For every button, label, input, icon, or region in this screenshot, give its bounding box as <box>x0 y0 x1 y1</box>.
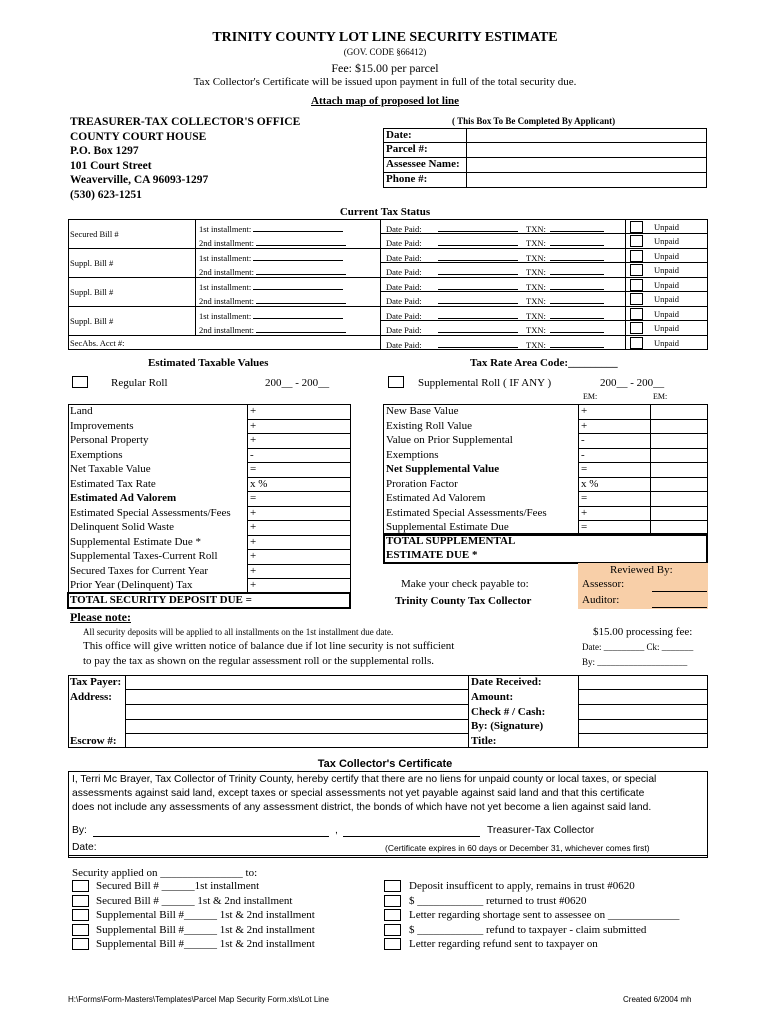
supplemental-row-label: Existing Roll Value <box>386 419 472 432</box>
security-applied-heading: Security applied on _______________ to: <box>72 867 258 879</box>
supplemental-row-field[interactable] <box>598 478 648 490</box>
secured-bill-label: Secured Bill # <box>70 229 119 239</box>
supplemental-row-field[interactable] <box>598 521 648 533</box>
unpaid-checkbox[interactable] <box>630 337 643 349</box>
processing-by[interactable]: By: ____________________ <box>582 657 688 667</box>
supplemental-row-label: Proration Factor <box>386 477 458 490</box>
estimate-row-label: Land <box>70 405 93 417</box>
unpaid-checkbox[interactable] <box>630 250 643 262</box>
supplemental-em-field[interactable] <box>652 463 706 475</box>
supplemental-row-field[interactable] <box>598 492 648 504</box>
signature-field[interactable] <box>580 720 706 733</box>
date-paid-field[interactable] <box>438 309 518 319</box>
estimate-row-label: Estimated Tax Rate <box>70 477 156 490</box>
date-paid-text: Date Paid: <box>386 325 422 335</box>
supplemental-row-label: Value on Prior Supplemental <box>386 434 513 446</box>
note-line-1: All security deposits will be applied to all installments on the 1st installment due date. <box>83 627 394 637</box>
supplemental-row-operator: - <box>581 434 585 446</box>
first-installment-label: 1st installment: <box>199 222 343 234</box>
regular-roll-label: Regular Roll <box>111 377 168 389</box>
applied-left-checkbox[interactable] <box>72 938 89 950</box>
supplemental-row-field[interactable] <box>598 405 648 417</box>
applied-right-item: $ ____________ returned to trust #0620 <box>409 894 587 907</box>
estimate-row-label: Estimated Ad Valorem <box>70 492 177 504</box>
estimate-row-operator: = <box>250 492 257 504</box>
suppl-bill-label: Suppl. Bill # <box>70 287 114 297</box>
supplemental-row-label: New Base Value <box>386 405 459 417</box>
tax-payer-label: Tax Payer: <box>70 676 122 688</box>
estimate-row-label: Improvements <box>70 419 134 432</box>
estimate-row-label: Prior Year (Delinquent) Tax <box>70 579 193 591</box>
estimate-row-field[interactable] <box>268 420 348 432</box>
txn-field[interactable] <box>550 309 604 319</box>
date-paid-label <box>386 323 518 335</box>
applied-right-item: Letter regarding shortage sent to assessee on _____________ <box>409 909 680 921</box>
unpaid-label: Unpaid <box>654 309 680 319</box>
unpaid-label: Unpaid <box>654 294 680 304</box>
date-paid-text: Date Paid: <box>386 224 422 234</box>
applied-left-checkbox[interactable] <box>72 895 89 907</box>
supplemental-row-operator: + <box>581 506 588 519</box>
estimate-row-field[interactable] <box>268 434 348 446</box>
applied-right-item: Deposit insufficent to apply, remains in trust #0620 <box>409 880 635 892</box>
date-paid-text: Date Paid: <box>386 253 422 263</box>
applied-right-checkbox[interactable] <box>384 880 401 892</box>
em-label-1: EM: <box>583 392 598 401</box>
regular-roll-years: 200__ - 200__ <box>265 377 330 389</box>
second-installment-field[interactable] <box>256 265 346 275</box>
supplemental-roll-label: Supplemental Roll ( IF ANY ) <box>418 377 552 389</box>
supplemental-em-field[interactable] <box>652 420 706 432</box>
supplemental-row-field[interactable] <box>598 507 648 519</box>
date-paid-label <box>386 222 518 234</box>
tax-status-title: Current Tax Status <box>339 206 431 218</box>
date-paid-text: Date Paid: <box>386 238 422 248</box>
estimate-row-label: Net Taxable Value <box>70 463 151 475</box>
date-paid-field[interactable] <box>438 251 518 261</box>
txn-text: TXN: <box>526 340 546 350</box>
date-paid-text: Date Paid: <box>386 267 422 277</box>
applied-left-item: Secured Bill # ______1st installment <box>96 880 260 892</box>
office-line: (530) 623-1251 <box>70 188 142 201</box>
txn-text: TXN: <box>526 224 546 234</box>
estimate-row-operator: + <box>250 521 257 533</box>
estimate-row-label: Supplemental Estimate Due * <box>70 535 202 548</box>
applicant-phone-field[interactable] <box>468 173 705 186</box>
date-received-field[interactable] <box>580 676 706 689</box>
txn-field[interactable] <box>550 338 604 348</box>
estimate-row-operator: + <box>250 405 257 417</box>
applied-left-item: Secured Bill # ______ 1st & 2nd installment <box>96 894 293 907</box>
date-paid-text: Date Paid: <box>386 311 422 321</box>
suppl-bill-label: Suppl. Bill # <box>70 316 114 326</box>
footer-path: H:\Forms\Form-Masters\Templates\Parcel Map Security Form.xls\Lot Line <box>68 995 329 1004</box>
unpaid-checkbox[interactable] <box>630 322 643 334</box>
txn-label <box>526 323 604 335</box>
txn-label <box>526 265 604 277</box>
supplemental-em-field[interactable] <box>652 507 706 519</box>
first-installment-field[interactable] <box>253 251 343 261</box>
date-paid-text: Date Paid: <box>386 340 422 350</box>
estimate-row-label: Personal Property <box>70 434 149 446</box>
applicant-date-field[interactable] <box>468 129 705 142</box>
supplemental-row-label: Estimated Special Assessments/Fees <box>386 506 547 519</box>
unpaid-label: Unpaid <box>654 265 680 275</box>
supplemental-row-label: Estimated Ad Valorem <box>386 492 486 504</box>
first-installment-field[interactable] <box>253 222 343 232</box>
estimate-row-field[interactable] <box>268 536 348 548</box>
office-line: TREASURER-TAX COLLECTOR'S OFFICE <box>70 116 301 128</box>
estimate-row-field[interactable] <box>268 565 348 577</box>
txn-label <box>526 251 604 263</box>
estimate-row-field[interactable] <box>268 405 348 417</box>
supplemental-row-operator: x % <box>581 477 599 490</box>
assessor-label: Assessor: <box>582 578 625 590</box>
txn-text: TXN: <box>526 311 546 321</box>
second-installment-field[interactable] <box>256 294 346 304</box>
applicant-parcel-label: Parcel #: <box>386 143 428 155</box>
estimate-row-field[interactable] <box>268 478 348 490</box>
date-paid-label <box>386 265 518 277</box>
certificate-date-field[interactable] <box>100 841 370 854</box>
estimate-row-operator: + <box>250 535 257 548</box>
amount-field[interactable] <box>580 691 706 704</box>
first-installment-field[interactable] <box>253 280 343 290</box>
estimate-due-label: ESTIMATE DUE * <box>386 549 478 561</box>
supplemental-em-field[interactable] <box>652 478 706 490</box>
second-installment-label: 2nd installment: <box>199 236 346 248</box>
applied-right-checkbox[interactable] <box>384 938 401 950</box>
processing-fee-label: $15.00 processing fee: <box>593 626 693 638</box>
estimate-row-field[interactable] <box>268 550 348 562</box>
supplemental-roll-years: 200__ - 200__ <box>600 377 665 389</box>
supplemental-row-field[interactable] <box>598 434 648 446</box>
unpaid-label: Unpaid <box>654 280 680 290</box>
estimate-row-label: Secured Taxes for Current Year <box>70 564 209 577</box>
txn-text: TXN: <box>526 267 546 277</box>
date-paid-text: Date Paid: <box>386 282 422 292</box>
second-installment-field[interactable] <box>256 236 346 246</box>
applied-left-checkbox[interactable] <box>72 880 89 892</box>
applied-left-item: Supplemental Bill #______ 1st & 2nd installment <box>96 923 315 936</box>
applied-right-checkbox[interactable] <box>384 909 401 921</box>
estimated-values-title: Estimated Taxable Values <box>148 357 269 369</box>
estimate-row-operator: x % <box>250 477 268 490</box>
date-paid-label <box>386 338 518 350</box>
estimate-row-label: Exemptions <box>70 448 123 461</box>
unpaid-label: Unpaid <box>654 323 680 333</box>
date-paid-field[interactable] <box>438 323 518 333</box>
txn-label <box>526 280 604 292</box>
txn-text: TXN: <box>526 238 546 248</box>
escrow-field[interactable] <box>127 735 467 747</box>
txn-field[interactable] <box>550 323 604 333</box>
amount-label: Amount: <box>471 691 514 703</box>
applicant-phone-label: Phone #: <box>386 173 428 185</box>
address-label: Address: <box>70 691 112 703</box>
unpaid-checkbox[interactable] <box>630 221 643 233</box>
txn-label <box>526 338 604 350</box>
please-note-title: Please note: <box>70 610 131 624</box>
first-installment-label: 1st installment: <box>199 309 343 321</box>
estimate-row-label: Estimated Special Assessments/Fees <box>70 506 231 519</box>
supplemental-row-operator: = <box>581 463 588 475</box>
unpaid-label: Unpaid <box>654 222 680 232</box>
first-installment-label: 1st installment: <box>199 251 343 263</box>
supplemental-em-field[interactable] <box>652 405 706 417</box>
supplemental-em-field[interactable] <box>652 449 706 461</box>
supplemental-row-operator: - <box>581 448 585 461</box>
unpaid-label: Unpaid <box>654 251 680 261</box>
escrow-label: Escrow #: <box>70 735 117 747</box>
certificate-title: Tax Collector's Certificate <box>317 758 453 770</box>
estimate-row-label: Supplemental Taxes-Current Roll <box>70 550 218 562</box>
title-field[interactable] <box>580 735 706 747</box>
supplemental-row-label: Net Supplemental Value <box>386 463 500 475</box>
estimate-row-operator: - <box>250 448 254 461</box>
supplemental-em-field[interactable] <box>652 434 706 446</box>
estimate-row-field[interactable] <box>268 579 348 591</box>
second-installment-label: 2nd installment: <box>199 294 346 306</box>
supplemental-row-operator: = <box>581 521 588 533</box>
applicant-assessee-field[interactable] <box>468 158 705 171</box>
office-line: P.O. Box 1297 <box>70 145 139 157</box>
txn-text: TXN: <box>526 325 546 335</box>
supplemental-row-operator: = <box>581 492 588 504</box>
estimate-row-operator: = <box>250 463 257 475</box>
date-paid-field[interactable] <box>438 294 518 304</box>
txn-label <box>526 222 604 234</box>
supplemental-row-label: Exemptions <box>386 448 439 461</box>
txn-label <box>526 309 604 321</box>
txn-field[interactable] <box>550 251 604 261</box>
tax-payer-field[interactable] <box>127 676 467 689</box>
attach-map-note: Attach map of proposed lot line <box>311 95 459 107</box>
txn-text: TXN: <box>526 253 546 263</box>
applied-right-item: Letter regarding refund sent to taxpayer on <box>409 938 598 950</box>
estimate-row-operator: + <box>250 564 257 577</box>
unpaid-label: Unpaid <box>654 338 680 348</box>
txn-field[interactable] <box>550 294 604 304</box>
office-line: COUNTY COURT HOUSE <box>70 130 207 143</box>
date-paid-field[interactable] <box>438 236 518 246</box>
second-installment-label: 2nd installment: <box>199 323 346 335</box>
em-label-2: EM: <box>653 392 668 401</box>
applicant-box-caption: ( This Box To Be Completed By Applicant) <box>452 116 616 126</box>
address-field[interactable] <box>127 691 467 733</box>
certificate-date-label: Date: <box>72 842 97 853</box>
certificate-text-1: I, Terri Mc Brayer, Tax Collector of Trinity County, hereby certify that there are no liens for unpaid county or local taxes, or special <box>72 774 657 785</box>
applied-left-item: Supplemental Bill #______ 1st & 2nd installment <box>96 938 315 950</box>
supplemental-em-field[interactable] <box>652 492 706 504</box>
certificate-name-field[interactable] <box>343 823 480 836</box>
txn-field[interactable] <box>550 222 604 232</box>
supplemental-row-field[interactable] <box>598 420 648 432</box>
certificate-text-3: does not include any assessments of any assessment district, the bonds of which have not yet become a lien against said land. <box>72 802 652 813</box>
applied-right-checkbox[interactable] <box>384 895 401 907</box>
applicant-parcel-field[interactable] <box>468 143 705 156</box>
office-address <box>70 115 300 202</box>
processing-date-ck[interactable]: Date: _________ Ck: _______ <box>582 642 694 652</box>
certificate-note: Tax Collector's Certificate will be issued upon payment in full of the total security due. <box>193 76 577 88</box>
date-paid-label <box>386 251 518 263</box>
applied-right-checkbox[interactable] <box>384 924 401 936</box>
certificate-by-label: By: <box>72 825 87 836</box>
signature-label: By: (Signature) <box>471 720 544 732</box>
estimate-row-field[interactable] <box>268 449 348 461</box>
estimate-row-operator: + <box>250 579 257 591</box>
certificate-expires-note: (Certificate expires in 60 days or December 31, whichever comes first) <box>385 843 650 853</box>
supplemental-row-operator: + <box>581 419 588 432</box>
check-cash-field[interactable] <box>580 706 706 719</box>
note-line-3: to pay the tax as shown on the regular assessment roll or the supplemental rolls. <box>83 655 435 667</box>
date-paid-field[interactable] <box>438 222 518 232</box>
second-installment-field[interactable] <box>256 323 346 333</box>
date-paid-field[interactable] <box>438 280 518 290</box>
footer-created: Created 6/2004 mh <box>623 995 692 1004</box>
date-paid-label <box>386 309 518 321</box>
applicant-date-label: Date: <box>386 129 412 141</box>
estimate-row-operator: + <box>250 506 257 519</box>
form-title: TRINITY COUNTY LOT LINE SECURITY ESTIMATE <box>212 30 558 45</box>
assessor-signature-field[interactable] <box>652 578 707 591</box>
title-label: Title: <box>471 735 497 747</box>
estimate-row-field[interactable] <box>268 492 348 504</box>
check-cash-label: Check # / Cash: <box>471 706 546 718</box>
supplemental-row-operator: + <box>581 405 588 417</box>
date-paid-field[interactable] <box>438 265 518 275</box>
gov-code: (GOV. CODE §66412) <box>343 47 427 57</box>
txn-label <box>526 294 604 306</box>
treasurer-label: Treasurer-Tax Collector <box>487 825 595 836</box>
estimate-row-operator: + <box>250 550 257 562</box>
date-paid-field[interactable] <box>438 338 518 348</box>
txn-field[interactable] <box>550 265 604 275</box>
unpaid-checkbox[interactable] <box>630 293 643 305</box>
certificate-comma: , <box>335 825 338 836</box>
suppl-bill-label: Suppl. Bill # <box>70 258 114 268</box>
supplemental-em-field[interactable] <box>652 521 706 533</box>
estimate-row-field[interactable] <box>268 463 348 475</box>
applied-left-checkbox[interactable] <box>72 909 89 921</box>
auditor-signature-field[interactable] <box>652 594 707 607</box>
date-received-label: Date Received: <box>471 676 542 688</box>
supplemental-roll-checkbox[interactable] <box>388 376 404 388</box>
applied-left-checkbox[interactable] <box>72 924 89 936</box>
unpaid-checkbox[interactable] <box>630 235 643 247</box>
payable-to-name: Trinity County Tax Collector <box>395 595 532 607</box>
estimate-row-operator: + <box>250 434 257 446</box>
estimate-row-operator: + <box>250 419 257 432</box>
office-line: 101 Court Street <box>70 159 152 172</box>
auditor-label: Auditor: <box>582 594 620 606</box>
payable-to-label: Make your check payable to: <box>401 578 529 590</box>
applicant-assessee-label: Assessee Name: <box>386 158 460 170</box>
first-installment-field[interactable] <box>253 309 343 319</box>
total-supplemental-label: TOTAL SUPPLEMENTAL <box>386 535 516 547</box>
date-paid-text: Date Paid: <box>386 296 422 306</box>
estimate-row-field[interactable] <box>268 507 348 519</box>
fee-text: Fee: $15.00 per parcel <box>331 61 439 75</box>
first-installment-label: 1st installment: <box>199 280 343 292</box>
second-installment-label: 2nd installment: <box>199 265 346 277</box>
estimate-row-field[interactable] <box>268 521 348 533</box>
applied-left-item: Supplemental Bill #______ 1st & 2nd installment <box>96 909 315 921</box>
reviewed-by-label: Reviewed By: <box>610 564 673 576</box>
unpaid-label: Unpaid <box>654 236 680 246</box>
certificate-by-field[interactable] <box>93 823 329 836</box>
txn-field[interactable] <box>550 280 604 290</box>
txn-text: TXN: <box>526 296 546 306</box>
unpaid-checkbox[interactable] <box>630 264 643 276</box>
supplemental-row-field[interactable] <box>598 449 648 461</box>
regular-roll-checkbox[interactable] <box>72 376 88 388</box>
txn-field[interactable] <box>550 236 604 246</box>
txn-label <box>526 236 604 248</box>
office-line: Weaverville, CA 96093-1297 <box>70 174 209 186</box>
applied-right-item: $ ____________ refund to taxpayer - claim submitted <box>409 923 647 936</box>
secabs-label: SecAbs. Acct #: <box>70 338 125 348</box>
date-paid-label <box>386 280 518 292</box>
date-paid-label <box>386 236 518 248</box>
supplemental-row-field[interactable] <box>598 463 648 475</box>
unpaid-checkbox[interactable] <box>630 279 643 291</box>
total-security-deposit-label: TOTAL SECURITY DEPOSIT DUE = <box>70 594 252 606</box>
tax-rate-area-code: Tax Rate Area Code:_________ <box>470 357 618 369</box>
unpaid-checkbox[interactable] <box>630 308 643 320</box>
note-line-2: This office will give written notice of balance due if lot line security is not sufficient <box>83 640 455 652</box>
estimate-row-label: Delinquent Solid Waste <box>70 521 175 533</box>
txn-text: TXN: <box>526 282 546 292</box>
date-paid-label <box>386 294 518 306</box>
certificate-text-2: assessments against said land, except taxes or special assessments not yet payable against said land and that this certificate <box>72 788 645 799</box>
supplemental-row-label: Supplemental Estimate Due <box>386 521 509 533</box>
